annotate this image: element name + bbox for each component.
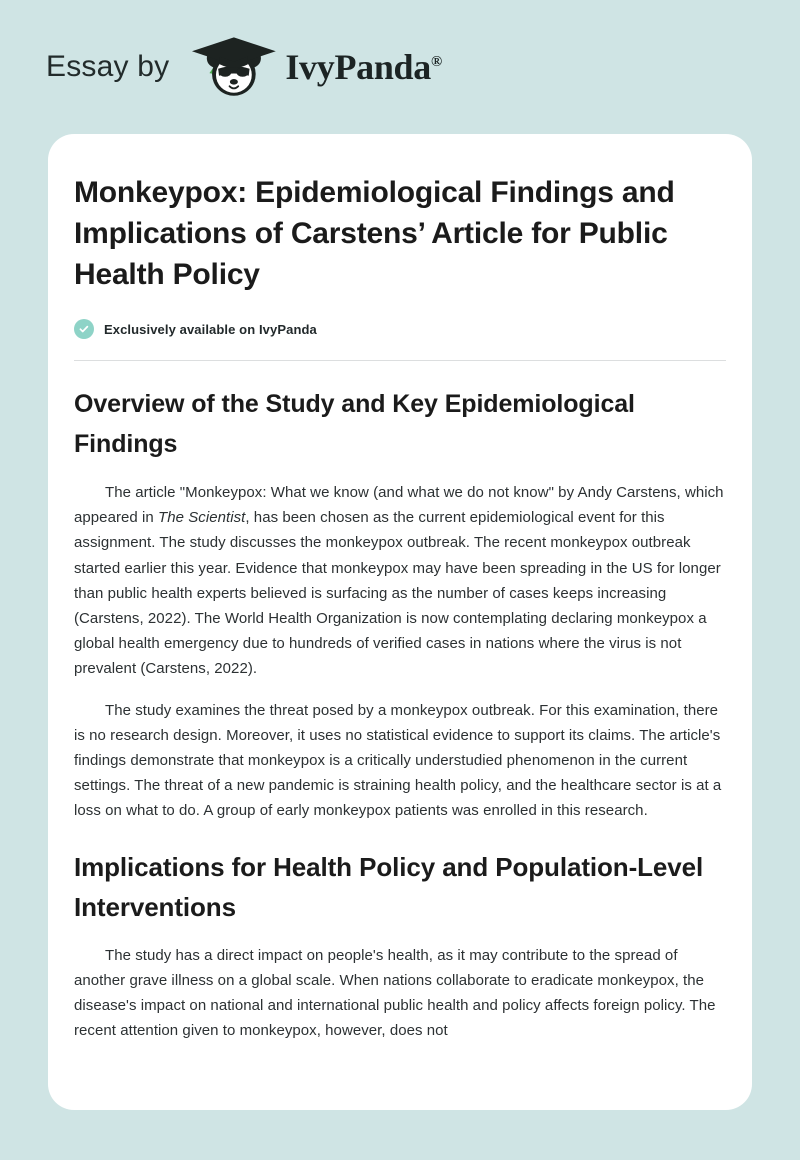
ivypanda-wordmark — [285, 49, 442, 85]
page-title: Monkeypox: Epidemiological Findings and Implications of Carstens’ Article for Public Health Policy — [74, 176, 675, 291]
check-circle-icon — [74, 319, 94, 339]
brand-header — [0, 0, 800, 134]
section-heading-overview: Overview of the Study and Key Epidemiological Findings — [74, 390, 635, 458]
journal-title-emphasis: The Scientist — [158, 509, 246, 527]
exclusivity-badge — [74, 319, 726, 339]
paragraph-text-part-a: The article "Monkeypox: What we know (and what we do not know" by Andy Carstens, which appeared in — [74, 484, 724, 527]
paragraph-overview-2: The study examines the threat posed by a monkeypox outbreak. For this examination, there is no research design. Moreover, it uses no statistical evidence to support its claims. The article's findings demonstrate that monkeypox is a critically understudied phenomenon in the current settings. The threat of a new pandemic is straining health policy, and the healthcare sector is at a loss on what to do. A group of early monkeypox patients was enrolled in this research. — [74, 701, 722, 820]
essay-document-card — [48, 134, 752, 1110]
paragraph-text-part-b: , has been chosen as the current epidemiological event for this assignment. The study discusses the monkeypox outbreak. The recent monkeypox outbreak started earlier this year. Evidence that monkeypox may have been spreading in the US for longer than public health experts believed is surfacing as the number of cases keeps increasing (Carstens, 2022). The World Health Organization is now contemplating declaring monkeypox a global health emergency due to hundreds of verified cases in nations where the virus is not prevalent (Carstens, 2022). — [74, 509, 721, 678]
exclusivity-badge-label: Exclusively available on IvyPanda — [104, 321, 317, 337]
paragraph-overview-1 — [74, 480, 726, 682]
header-divider — [74, 360, 726, 361]
section-heading-implications: Implications for Health Policy and Population-Level Interventions — [74, 851, 704, 922]
panda-graduation-cap-logo-icon — [185, 32, 281, 102]
ivypanda-logo[interactable] — [185, 32, 442, 102]
paragraph-implications-1: The study has a direct impact on people's health, as it may contribute to the spread of another grave illness on a global scale. When nations collaborate to eradicate monkeypox, the disease's impact on national and international public health and policy affects foreign policy. The recent attention given to monkeypox, however, does not — [74, 946, 716, 1040]
wordmark-text: IvyPanda — [285, 47, 431, 87]
essay-by-label: Essay by — [46, 50, 170, 83]
registered-trademark-icon: ® — [430, 54, 442, 70]
